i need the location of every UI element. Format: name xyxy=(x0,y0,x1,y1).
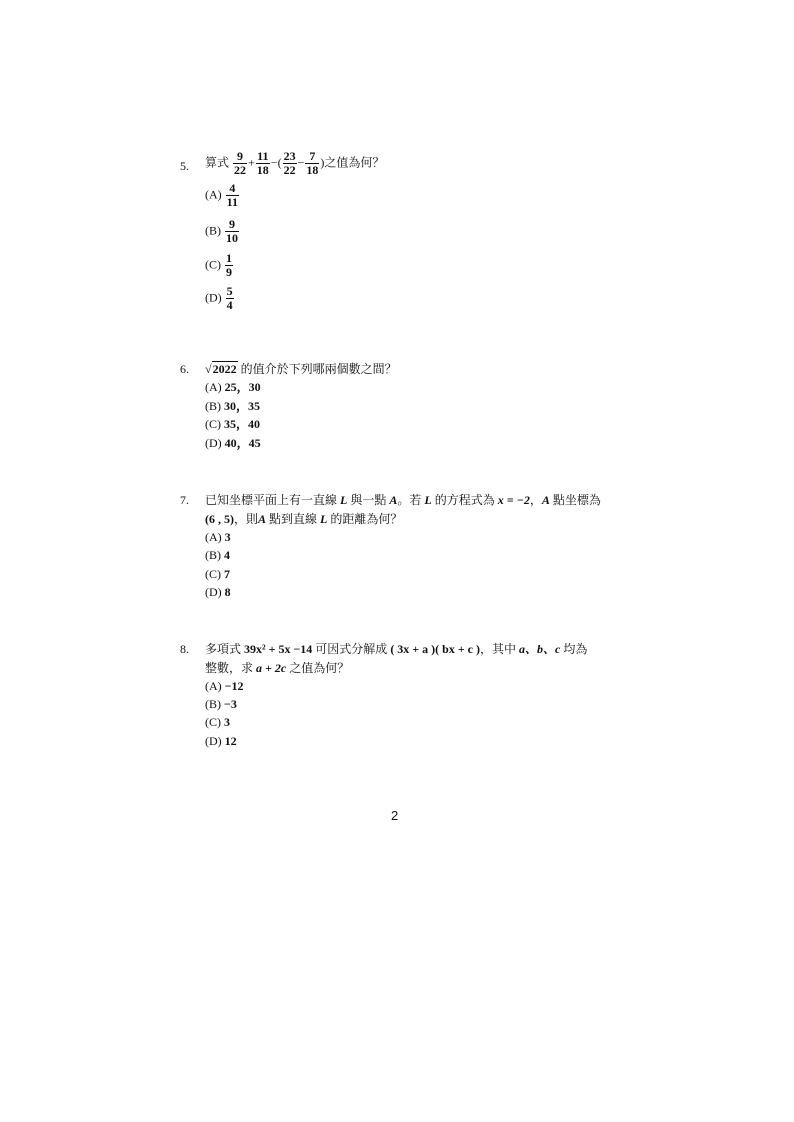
option-b[interactable]: (B) 30，35 xyxy=(205,399,261,413)
question-stem: 算式 $\frac{9}{22}$ + $\frac{11}{18}$ −( $\frac{23}{22}$ − $\frac{7}{18}$ )之值為何？ xyxy=(205,149,385,177)
option-c[interactable]: (C) 3 xyxy=(205,715,230,729)
option-b[interactable]: (B) −3 xyxy=(205,697,237,711)
option-a[interactable]: (A) 3 xyxy=(205,530,231,544)
fraction: $\frac{23}{22}$ xyxy=(283,149,296,177)
option-b[interactable]: (B) $\frac{9}{10}$ xyxy=(205,217,238,245)
question-number: 7. xyxy=(180,493,189,507)
question-number: 8. xyxy=(180,642,189,656)
question-number: 5. xyxy=(180,159,189,173)
question-stem-line2: (6 , 5)，則A 點到直線 L 的距離為何？ xyxy=(205,512,403,526)
square-root: √2022 xyxy=(205,362,237,376)
option-d[interactable]: (D) 12 xyxy=(205,734,237,748)
question-stem-line2: 整數，求 a + 2c 之值為何？ xyxy=(205,661,350,675)
option-d[interactable]: (D) 8 xyxy=(205,585,231,599)
question-number: 6. xyxy=(180,362,189,376)
fraction: $\frac{9}{22}$ xyxy=(234,149,247,177)
option-a[interactable]: (A) −12 xyxy=(205,679,244,693)
question-stem: √2022 的值介於下列哪兩個數之間？ xyxy=(205,362,397,376)
option-d[interactable]: (D) 40，45 xyxy=(205,436,261,450)
fraction: $\frac{11}{18}$ xyxy=(256,149,269,177)
option-a[interactable]: (A) 25，30 xyxy=(205,380,261,394)
option-c[interactable]: (C) 7 xyxy=(205,567,230,581)
option-d[interactable]: (D) $\frac{5}{4}$ xyxy=(205,284,233,312)
option-a[interactable]: (A) $\frac{4}{11}$ xyxy=(205,181,239,209)
option-c[interactable]: (C) $\frac{1}{9}$ xyxy=(205,251,232,279)
question-stem-line1: 多項式 39x² + 5x −14 可因式分解成 ( 3x + a )( bx + c )，其中 a、b、c 均為 xyxy=(205,642,588,656)
question-stem-line1: 已知坐標平面上有一直線 L 與一點 A。若 L 的方程式為 x = −2，A 點坐標為 xyxy=(205,493,601,507)
page-number: 2 xyxy=(391,808,399,823)
option-b[interactable]: (B) 4 xyxy=(205,548,230,562)
option-c[interactable]: (C) 35，40 xyxy=(205,417,261,431)
fraction: $\frac{7}{18}$ xyxy=(306,149,319,177)
